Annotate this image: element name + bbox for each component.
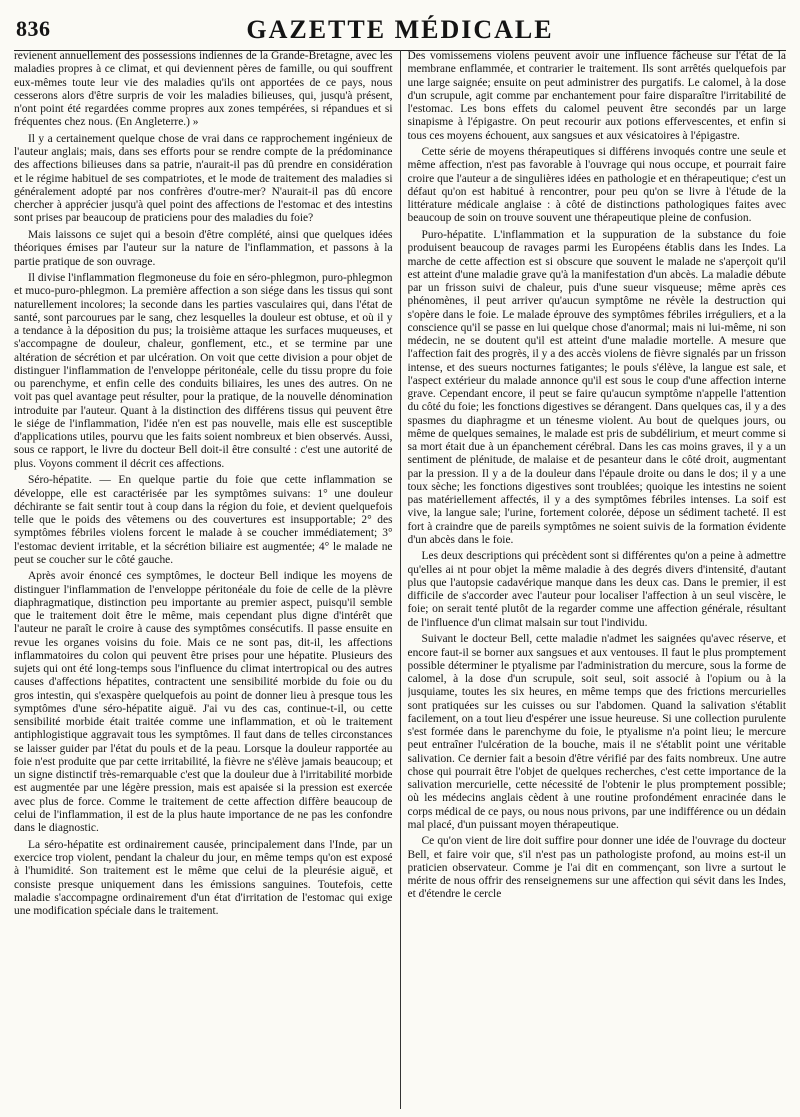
paragraph: Mais laissons ce sujet qui a besoin d'être complété, ainsi que quelques idées théoriques émises par l'auteur sur la nature de l'inflammation, et passons à la partie pratique de son ouvrage. — [14, 229, 393, 268]
page-number: 836 — [16, 16, 51, 41]
paragraph: La séro-hépatite est ordinairement causée, principalement dans l'Inde, par un exercice trop violent, pendant la chaleur du jour, en même temps qu'on est exposé à l'humidité. Son traitement est le même que celui de la pleurésie aiguë, et consiste presque uniquement dans les émissions sanguines. Toutefois, cette maladie s'accompagne ordinairement d'un état d'irritation de l'estomac qui exige une modification spéciale dans le traitement. — [14, 838, 393, 918]
paragraph: Cette série de moyens thérapeutiques si différens invoqués contre une seule et même affection, n'est pas favorable à l'ouvrage qui nous occupe, et pourrait faire croire que l'auteur a de singulières idées en pathologie et en thérapeutique; c'est un défaut qu'on est habitué à rencontrer, pour peu qu'on se livre à l'étude de la littérature médicale anglaise : à côté de distinctions pathologiques faites avec beaucoup de soin on trouve souvent une thérapeutique pleine de confusion. — [407, 146, 787, 225]
paragraph: Des vomissemens violens peuvent avoir une influence fâcheuse sur l'état de la membrane enflammée, et contrarier le traitement. Ils sont arrêtés quelquefois par une large saignée; ensuite on peut administrer des purgatifs. Le calomel, à la dose d'un scrupule, agit comme par enchantement pour faire disparaître l'irritabilité de l'estomac. Les bons effets du calomel peuvent être secondés par un large sinapisme à l'épigastre. On peut recourir aux potions effervescentes, et enfin si tous ces moyens échouent, aux sangsues et aux vésicatoires à l'épigastre. — [407, 50, 787, 142]
paragraph: Les deux descriptions qui précèdent sont si différentes qu'on a peine à admettre qu'elles ai nt pour objet la même maladie à des degrés divers d'intensité, d'autant plus que l'autopsie cadavérique manque dans les deux cas. Dans le premier, il est difficile de s'accorder avec l'auteur pour localiser l'affection à un seul viscère, le foie; on serait tenté plutôt de la regarder comme une affection générale, résultant de l'influence d'un climat malsain sur tout l'individu. — [407, 550, 787, 629]
running-title: GAZETTE MÉDICALE — [246, 15, 554, 44]
page-header — [14, 14, 786, 52]
paragraph: Ce qu'on vient de lire doit suffire pour donner une idée de l'ouvrage du docteur Bell, et faire voir que, s'il n'est pas un pathologiste profond, au moins est-il un praticien observateur. Comme je l'ai dit en commençant, son livre a surtout le mérite de nous offrir des renseignemens sur une affection qui sévit dans les Indes, et d'étendre le cercle — [407, 835, 787, 901]
paragraph: Après avoir énoncé ces symptômes, le docteur Bell indique les moyens de distinguer l'inflammation de l'enveloppe péritonéale du foie de celle de la plèvre diaphragmatique, distinction peu importante au premier aspect, puisqu'il semble que le traitement doit être le même, mais cependant plus digne d'intérêt que l'auteur ne paraît le croire à cause des symptômes consécutifs. Il passe ensuite en revue les organes voisins du foie. Mais ce ne sont pas, dit-il, les affections inflammatoires du colon qui peuvent être prises pour une hépatite. Plusieurs des sujets qui ont été long-temps sous l'influence du climat intertropical ou des autres causes d'affections hépatites, contractent une sensibilité morbide du foie ou du gros intestin, qui s'exaspère quelquefois au point de donner lieu à presque tous les symptômes d'une séro-hépatite aiguë. J'ai vu des cas, continue-t-il, ou cette sensibilité morbide était traitée comme une inflammation, et où le traitement antiphlogistique aggravait tous les symptômes. Il faut dans de telles circonstances se laisser guider par l'état du pouls et de la peau. Lorsque la douleur rapportée au foie n'est produite que par cette irritabilité, la fièvre ne s'élève jamais beaucoup; et un signe distinctif très-remarquable c'est que la douleur due à l'irritabilité morbide est augmentée par une légère pression, mais est apaisée si la pression est exercée avec plus de force. Comme le traitement de cette affection diffère beaucoup de celui de l'inflammation, il est de la plus haute importance de ne pas les confondre dans le diagnostic. — [14, 570, 393, 835]
left-column — [14, 50, 393, 1109]
paragraph: Il y a certainement quelque chose de vrai dans ce rapprochement ingénieux de l'auteur anglais; mais, dans ses efforts pour se rendre compte de la prédominance des affections bilieuses dans sa patrie, n'aurait-il pas dû prendre en considération et le régime habituel de ses compatriotes, et le mode de traitement des maladies si généralement adopté par nos confrères d'outre-mer? N'aurait-il pas dû encore chercher à apprécier jusqu'à quel point des affections de l'estomac et des intestins sont prises par beaucoup de praticiens pour des maladies du foie? — [14, 132, 393, 225]
text-columns — [14, 50, 786, 1109]
paragraph: Suivant le docteur Bell, cette maladie n'admet les saignées qu'avec réserve, et encore faut-il se borner aux sangsues et aux ventouses. Il faut le plus promptement possible déterminer le ptyalisme par l'administration du mercure, sous la forme de calomel, à la dose d'un scrupule, soit seul, soit associé à l'opium ou à la jusquiame, toutes les six heures, en même temps que des frictions mercurielles sont pratiquées sur les cuisses ou sur l'abdomen. Quand la salivation s'établit facilement, on a tout lieu d'espérer une issue heureuse. Si une collection purulente s'est formée dans le parenchyme du foie, le ptyalisme n'a point lieu; le mercure peut entraîner l'ulcération de la bouche, mais il ne s'établit point une véritable salivation. Ce dernier fait a besoin d'être vérifié par des faits nombreux. Une autre chose qui pourrait être l'objet de quelques recherches, c'est cette importance de la salivation mercurielle, cette nécessité de l'obtenir le plus promptement possible; où les médecins anglais cèdent à une routine profondément enracinée dans le corps médical de ce pays, ou nous nous privons, par une indifférence ou un dédain mal placé, d'un puissant moyen thérapeutique. — [407, 633, 787, 831]
right-column — [408, 50, 787, 1109]
column-divider — [400, 50, 401, 1109]
paragraph: Puro-hépatite. L'inflammation et la suppuration de la substance du foie produisent beaucoup de ravages parmi les Européens établis dans les Indes. La marche de cette affection est si obscure que souvent le malade ne s'aperçoit qu'il est atteint d'une maladie grave qu'à la manifestation d'un abcès. La maladie débute par un frisson suivi de chaleur, puis d'une sueur visqueuse; même après ces phénomènes, il peut arriver qu'aucun symptôme ne révèle la destruction qui s'opère dans le foie. Le malade éprouve des symptômes fébriles irréguliers, et a la conscience qu'il se passe en lui quelque chose d'anormal; mais ni lui-même, ni son médecin, ne se doutent qu'il est atteint d'une maladie mortelle. A mesure que l'affection fait des progrès, il y a des accès violens de fièvre signalés par un frisson intense, et des sueurs nocturnes fatigantes; le pouls s'élève, la langue est sale, et l'aspect extérieur du malade annonce qu'il est sous le coup d'une affection interne grave. Cependant encore, il peut se faire qu'aucun symptôme n'appelle l'attention du côté du foie; les fonctions digestives se dérangent. Dans quelques cas, il y a des spasmes du diaphragme et un ténesme violent. Au bout de quelques jours, ou même de quelques semaines, le malade est pris de subdélirium, et meurt comme si sa mort était due à un épanchement cérébral. Dans les cas moins graves, il y a un sentiment de plénitude, de malaise et de pesanteur dans le côté droit, augmentant par la pression. Il y a de la douleur dans l'épaule droite ou dans le dos; il y a une toux sèche; les fonctions digestives sont troublées; quoique les intestins ne soient pas matériellement affectés, il y a des symptômes fébriles intenses. La soif est vive, la langue sale; l'urine, fortement colorée, dépose un sédiment tacheté. Il est fort à craindre que de pareils symptômes ne soient suivis de la formation évidente d'un abcès dans le foie. — [407, 229, 787, 546]
paragraph: revienent annuellement des possessions indiennes de la Grande-Bretagne, avec les maladies propres à ce climat, et qui deviennent pères de famille, ou qui souffrent eux-mêmes toute leur vie des maladies qu'ils ont apportées de ce pays, nous cesserons alors d'être surpris de voir les maladies bilieuses, qui, jusqu'à présent, n'ont point été regardées comme propres aux zones tempérées, si répandues et si fréquentes chez nous. (En Angleterre.) » — [14, 50, 393, 129]
paragraph: Séro-hépatite. — En quelque partie du foie que cette inflammation se développe, elle est caractérisée par les symptômes suivans: 1° une douleur déchirante se fait sentir tout à coup dans la région du foie, et devient quelquefois telle que le poids des vêtemens ou des couvertures est insupportable; 2° des symptômes fébriles violens forcent le malade à se coucher immédiatement; 3° l'estomac devient irritable, et la sécrétion biliaire est augmentée; 4° le malade ne peut se coucher sur le côté gauche. — [14, 474, 393, 566]
paragraph: Il divise l'inflammation flegmoneuse du foie en séro-phlegmon, puro-phlegmon et muco-puro-phlegmon. La première affection a son siége dans les tissus qui sont naturellement incolores; la seconde dans les parties vasculaires qui, dans l'état de santé, sont parcourues par le sang, chez lesquelles la douleur est obtuse, et où il y a tendance à la déposition du pus; la troisième attaque les surfaces muqueuses, et s'accompagne de douleur, chaleur, gonflement, etc., et se termine par une altération de sécrétion et par ulcération. On voit que cette division a pour objet de distinguer l'inflammation de l'enveloppe péritonéale, celle du tissu propre du foie ou parenchyme, et enfin celle des conduits biliaires, les unes des autres. On ne voit pas quel avantage peut résulter, pour la pratique, de la nouvelle dénomination introduite par l'auteur. Quant à la distinction des différens tissus qui peuvent être le siége de l'inflammation, l'idée n'en est pas nouvelle, mais elle est susceptible d'applications utiles, pourvu que les faits soient nombreux et bien observés. Aussi, sous ce rapport, le livre du docteur Bell doit-il être consulté : c'est une autorité de plus. Voyons comment il décrit ces affections. — [14, 272, 393, 470]
